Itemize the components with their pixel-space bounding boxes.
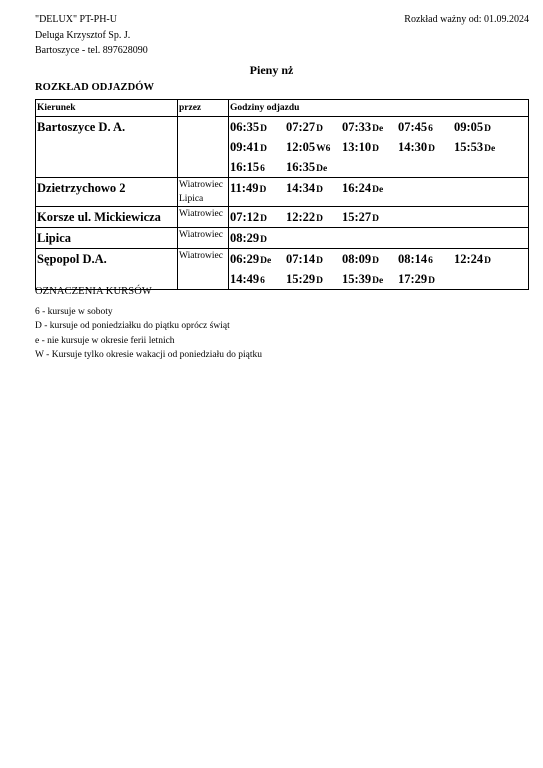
departure-line: [230, 228, 528, 248]
time-value: 07:12: [230, 210, 260, 224]
course-marker: D: [260, 144, 268, 154]
departure-time: [454, 117, 510, 139]
route-via: [178, 249, 229, 290]
legend-item: e - nie kursuje w okresie ferii letnich: [35, 335, 175, 346]
course-marker: De: [372, 124, 384, 134]
time-value: 12:22: [286, 210, 316, 224]
departure-line: [230, 137, 528, 157]
stop-name: Pieny nż: [249, 63, 294, 77]
course-marker: De: [484, 144, 496, 154]
departure-time: [286, 178, 342, 200]
course-marker: D: [372, 214, 380, 224]
course-marker: D: [316, 185, 324, 195]
table-row: [36, 117, 529, 178]
time-value: 14:49: [230, 272, 260, 286]
via-stop: Wiatrowiec: [179, 230, 223, 240]
company-info: [35, 12, 148, 59]
via-stop: Lipica: [179, 194, 204, 204]
time-value: 12:05: [286, 140, 316, 154]
time-value: 07:27: [286, 120, 316, 134]
departure-time: [230, 178, 286, 200]
departure-line: [230, 157, 528, 177]
company-contact: Bartoszyce - tel. 897628090: [35, 45, 148, 56]
departure-time: [286, 269, 342, 291]
course-marker: D: [372, 256, 380, 266]
departure-time: [342, 207, 398, 229]
departure-times: [229, 117, 529, 178]
company-name: "DELUX" PT-PH-U: [35, 14, 117, 25]
departure-time: [454, 249, 510, 271]
course-marker: D: [316, 214, 324, 224]
departure-time: [342, 269, 398, 291]
legend-item: W - Kursuje tylko okresie wakacji od poniedziału do piątku: [35, 349, 262, 360]
table-row: [36, 207, 529, 228]
course-marker: 6: [260, 276, 265, 286]
header-times: Godziny odjazdu: [229, 100, 529, 117]
time-value: 15:29: [286, 272, 316, 286]
departure-line: [230, 117, 528, 137]
timetable-header-row: [36, 100, 529, 117]
section-title: ROZKŁAD ODJAZDÓW: [35, 82, 155, 93]
legend-title: OZNACZENIA KURSÓW: [35, 286, 152, 297]
course-marker: D: [484, 256, 492, 266]
legend-item: D - kursuje od poniedziałku do piątku oprócz świąt: [35, 321, 230, 332]
via-stop: Wiatrowiec: [179, 180, 223, 190]
time-value: 11:49: [230, 181, 259, 195]
time-value: 15:39: [342, 272, 372, 286]
departure-time: [230, 157, 286, 179]
departure-time: [398, 269, 454, 291]
course-marker: D: [316, 276, 324, 286]
departure-time: [342, 117, 398, 139]
departure-time: [398, 117, 454, 139]
time-value: 16:24: [342, 181, 372, 195]
course-marker: D: [260, 124, 268, 134]
route-via: [178, 117, 229, 178]
course-marker: 6: [428, 256, 433, 266]
course-marker: 6: [428, 124, 433, 134]
departure-times: [229, 228, 529, 249]
departure-line: [230, 178, 528, 198]
departure-time: [286, 249, 342, 271]
time-value: 06:29: [230, 252, 260, 266]
company-legal-name: Deluga Krzysztof Sp. J.: [35, 29, 131, 41]
time-value: 07:14: [286, 252, 316, 266]
route-via: [178, 178, 229, 207]
time-value: 06:35: [230, 120, 260, 134]
course-marker: D: [316, 124, 324, 134]
departure-time: [454, 137, 510, 159]
departure-time: [286, 207, 342, 229]
course-marker: D: [428, 144, 436, 154]
time-value: 07:33: [342, 120, 372, 134]
course-marker: W6: [316, 144, 331, 154]
route-direction: Dzietrzychowo 2: [36, 178, 178, 207]
time-value: 16:15: [230, 160, 260, 174]
course-marker: D: [316, 256, 324, 266]
departure-time: [286, 137, 342, 159]
table-row: [36, 178, 529, 207]
course-marker: D: [259, 185, 267, 195]
course-marker: D: [428, 276, 436, 286]
time-value: 07:45: [398, 120, 428, 134]
departure-time: [398, 137, 454, 159]
timetable-body: [36, 117, 529, 290]
route-via: [178, 207, 229, 228]
time-value: 08:29: [230, 231, 260, 245]
departure-times: [229, 249, 529, 290]
time-value: 16:35: [286, 160, 316, 174]
course-marker: De: [372, 185, 384, 195]
departure-time: [230, 269, 286, 291]
legend-item: 6 - kursuje w soboty: [35, 307, 113, 317]
header-direction: Kierunek: [36, 100, 178, 117]
departure-line: [230, 249, 528, 269]
time-value: 14:34: [286, 181, 316, 195]
time-value: 08:09: [342, 252, 372, 266]
course-marker: D: [372, 144, 380, 154]
course-marker: D: [484, 124, 492, 134]
time-value: 15:27: [342, 210, 372, 224]
departure-time: [398, 249, 454, 271]
time-value: 12:24: [454, 252, 484, 266]
course-marker: D: [260, 214, 268, 224]
course-marker: 6: [260, 164, 265, 174]
table-row: [36, 228, 529, 249]
departure-time: [342, 137, 398, 159]
course-marker: D: [260, 235, 268, 245]
departure-line: [230, 207, 528, 227]
course-marker: De: [372, 276, 384, 286]
time-value: 15:53: [454, 140, 484, 154]
departure-times: [229, 207, 529, 228]
validity-date: Rozkład ważny od: 01.09.2024: [404, 14, 529, 25]
course-marker: De: [316, 164, 328, 174]
time-value: 09:05: [454, 120, 484, 134]
via-stop: Wiatrowiec: [179, 209, 223, 219]
departure-time: [286, 157, 342, 179]
departure-times: [229, 178, 529, 207]
timetable: [35, 99, 529, 290]
departure-time: [230, 137, 286, 159]
departure-time: [230, 207, 286, 229]
route-direction: Lipica: [36, 228, 178, 249]
table-row: [36, 249, 529, 290]
departure-line: [230, 269, 528, 289]
route-direction: Sępopol D.A.: [36, 249, 178, 290]
course-marker: De: [260, 256, 272, 266]
time-value: 14:30: [398, 140, 428, 154]
legend: [35, 305, 262, 362]
departure-time: [342, 178, 398, 200]
header-via: przez: [178, 100, 229, 117]
route-via: [178, 228, 229, 249]
route-direction: Bartoszyce D. A.: [36, 117, 178, 178]
departure-time: [230, 228, 286, 250]
departure-time: [230, 117, 286, 139]
departure-time: [230, 249, 286, 271]
time-value: 13:10: [342, 140, 372, 154]
route-direction: Korsze ul. Mickiewicza: [36, 207, 178, 228]
time-value: 09:41: [230, 140, 260, 154]
time-value: 17:29: [398, 272, 428, 286]
via-stop: Wiatrowiec: [179, 251, 223, 261]
departure-time: [342, 249, 398, 271]
time-value: 08:14: [398, 252, 428, 266]
departure-time: [286, 117, 342, 139]
